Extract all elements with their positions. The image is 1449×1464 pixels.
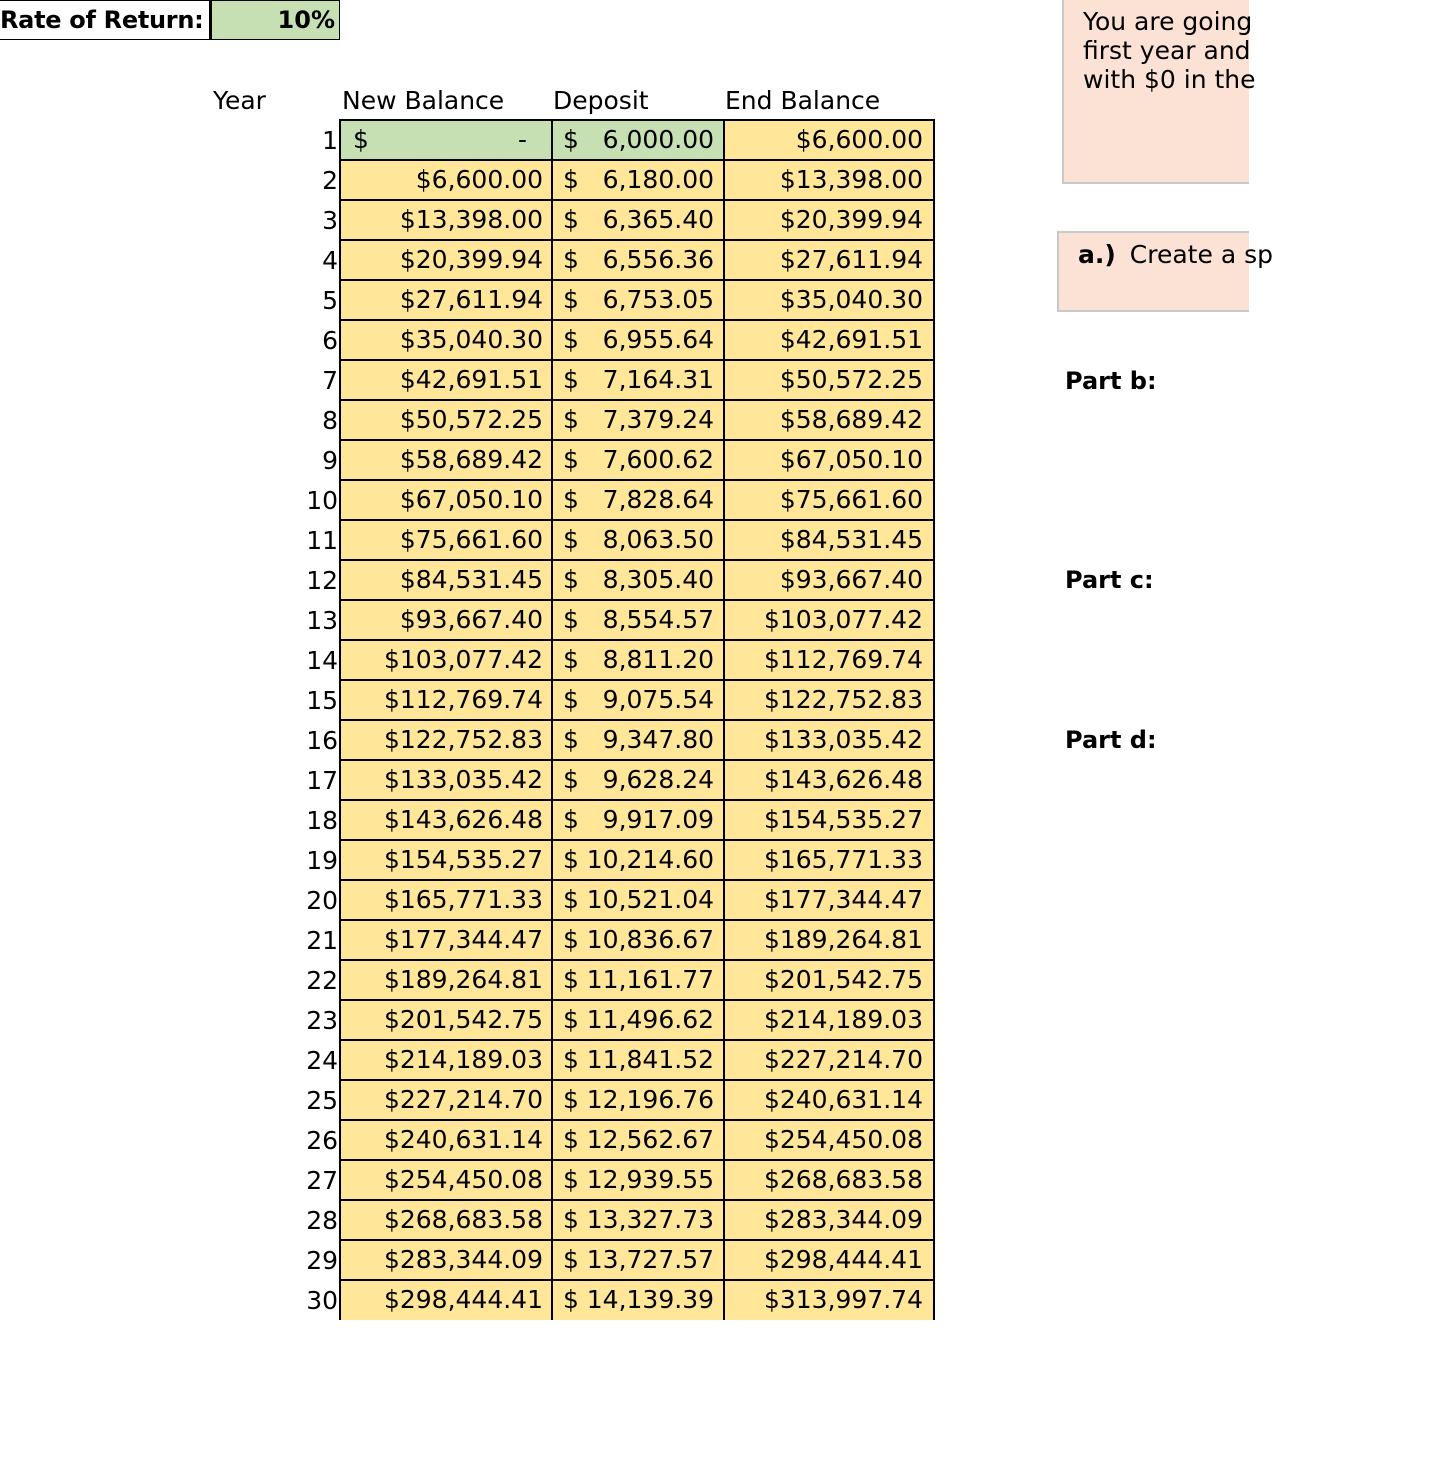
year-cell[interactable]: 21 [306, 926, 338, 955]
table-row [341, 759, 933, 799]
new-balance-cell[interactable] [341, 281, 553, 319]
deposit-cell[interactable] [553, 241, 725, 279]
new-balance-cell[interactable] [341, 441, 553, 479]
currency-symbol: $ [563, 1205, 579, 1234]
deposit-cell[interactable] [553, 641, 725, 679]
new-balance-value: $13,398.00 [399, 205, 543, 234]
deposit-value: 8,554.57 [602, 605, 714, 634]
new-balance-cell[interactable] [341, 681, 553, 719]
year-cell[interactable]: 12 [306, 566, 338, 595]
new-balance-cell[interactable] [341, 561, 553, 599]
end-balance-cell[interactable]: $84,531.45 [779, 525, 923, 554]
year-cell[interactable]: 1 [322, 126, 338, 155]
deposit-value: 8,063.50 [602, 525, 714, 554]
currency-symbol: $ [563, 1125, 579, 1154]
deposit-value: 9,628.24 [602, 765, 714, 794]
end-balance-cell[interactable]: $103,077.42 [763, 605, 923, 634]
new-balance-value: $227,214.70 [383, 1085, 543, 1114]
end-balance-cell[interactable]: $27,611.94 [779, 245, 923, 274]
year-cell[interactable]: 30 [306, 1286, 338, 1315]
new-balance-cell[interactable] [341, 481, 553, 519]
end-balance-cell[interactable]: $35,040.30 [779, 285, 923, 314]
table-row [341, 1279, 933, 1320]
new-balance-value: $50,572.25 [399, 405, 543, 434]
end-balance-cell[interactable]: $254,450.08 [763, 1125, 923, 1154]
currency-symbol: $ [563, 165, 579, 194]
new-balance-cell[interactable] [341, 761, 553, 799]
deposit-cell[interactable] [553, 601, 725, 639]
new-balance-value: $133,035.42 [383, 765, 543, 794]
new-balance-value: $27,611.94 [399, 285, 543, 314]
deposit-value: 7,164.31 [602, 365, 714, 394]
new-balance-value: $42,691.51 [399, 365, 543, 394]
new-balance-value: $84,531.45 [399, 565, 543, 594]
currency-symbol: $ [563, 1245, 579, 1274]
balance-table [339, 119, 935, 1320]
year-cell[interactable]: 3 [322, 206, 338, 235]
year-cell[interactable]: 8 [322, 406, 338, 435]
table-row [341, 119, 933, 159]
deposit-cell[interactable] [553, 161, 725, 199]
instructions-line-3: with $0 in the [1083, 65, 1256, 94]
currency-symbol: $ [563, 805, 579, 834]
table-row [341, 1119, 933, 1159]
year-cell[interactable]: 10 [306, 486, 338, 515]
year-cell[interactable]: 7 [322, 366, 338, 395]
deposit-value: 9,075.54 [602, 685, 714, 714]
header-end-balance[interactable]: End Balance [725, 86, 881, 115]
end-balance-cell[interactable]: $283,344.09 [763, 1205, 923, 1234]
deposit-cell[interactable] [553, 1121, 725, 1159]
new-balance-value: $35,040.30 [399, 325, 543, 354]
new-balance-value: $20,399.94 [399, 245, 543, 274]
deposit-cell[interactable] [553, 401, 725, 439]
year-cell[interactable]: 29 [306, 1246, 338, 1275]
currency-symbol: $ [563, 845, 579, 874]
deposit-value: 12,196.76 [586, 1085, 714, 1114]
new-balance-cell[interactable] [341, 801, 553, 839]
part-a-label: a.) [1078, 240, 1116, 269]
year-cell[interactable]: 6 [322, 326, 338, 355]
part-a-text: Create a sp [1129, 240, 1273, 269]
currency-symbol: $ [563, 565, 579, 594]
table-row [341, 1239, 933, 1279]
year-cell[interactable]: 19 [306, 846, 338, 875]
deposit-cell[interactable] [553, 1041, 725, 1079]
year-cell[interactable]: 14 [306, 646, 338, 675]
deposit-cell[interactable] [553, 361, 725, 399]
header-new-balance[interactable]: New Balance [342, 86, 505, 115]
new-balance-cell[interactable] [341, 361, 553, 399]
table-row [341, 919, 933, 959]
table-row [341, 519, 933, 559]
table-row [341, 559, 933, 599]
new-balance-cell[interactable] [341, 1241, 553, 1279]
currency-symbol: $ [563, 965, 579, 994]
part-d-label[interactable]: Part d: [1065, 726, 1157, 754]
new-balance-value: $112,769.74 [383, 685, 543, 714]
end-balance-cell[interactable]: $143,626.48 [763, 765, 923, 794]
new-balance-cell[interactable] [341, 601, 553, 639]
currency-symbol: $ [563, 245, 579, 274]
currency-symbol: $ [563, 1165, 579, 1194]
new-balance-value: $67,050.10 [399, 485, 543, 514]
new-balance-value: $201,542.75 [383, 1005, 543, 1034]
new-balance-value: $103,077.42 [383, 645, 543, 674]
deposit-cell[interactable] [553, 1241, 725, 1279]
instructions-line-1: You are going [1083, 7, 1253, 36]
table-row [341, 1079, 933, 1119]
currency-symbol: $ [563, 1285, 579, 1314]
currency-symbol: $ [563, 685, 579, 714]
currency-symbol: $ [563, 205, 579, 234]
year-cell[interactable]: 27 [306, 1166, 338, 1195]
table-row [341, 479, 933, 519]
deposit-cell[interactable] [553, 841, 725, 879]
new-balance-value: $240,631.14 [383, 1125, 543, 1154]
currency-symbol: $ [563, 445, 579, 474]
deposit-cell[interactable] [553, 1201, 725, 1239]
table-row [341, 999, 933, 1039]
new-balance-value: $254,450.08 [383, 1165, 543, 1194]
deposit-cell[interactable] [553, 1281, 725, 1320]
end-balance-cell[interactable]: $50,572.25 [779, 365, 923, 394]
deposit-value: 8,811.20 [602, 645, 714, 674]
new-balance-cell[interactable] [341, 721, 553, 759]
deposit-cell[interactable] [553, 121, 725, 159]
year-cell[interactable]: 18 [306, 806, 338, 835]
new-balance-cell[interactable] [341, 1041, 553, 1079]
deposit-value: 14,139.39 [586, 1285, 714, 1314]
rate-of-return-label[interactable]: Rate of Return: [0, 0, 210, 40]
new-balance-value: $143,626.48 [383, 805, 543, 834]
end-balance-cell[interactable]: $313,997.74 [763, 1285, 923, 1314]
year-cell[interactable]: 11 [306, 526, 338, 555]
deposit-cell[interactable] [553, 1081, 725, 1119]
deposit-value: 13,727.57 [586, 1245, 714, 1274]
deposit-value: 6,000.00 [602, 125, 714, 154]
new-balance-cell[interactable] [341, 241, 553, 279]
part-a-textbox[interactable] [1057, 231, 1273, 312]
deposit-cell[interactable] [553, 761, 725, 799]
end-balance-cell[interactable]: $189,264.81 [763, 925, 923, 954]
year-cell[interactable]: 26 [306, 1126, 338, 1155]
table-row [341, 319, 933, 359]
currency-symbol: $ [563, 1085, 579, 1114]
new-balance-cell[interactable] [341, 1081, 553, 1119]
deposit-cell[interactable] [553, 801, 725, 839]
deposit-value: 10,836.67 [586, 925, 714, 954]
table-row [341, 879, 933, 919]
currency-symbol: $ [563, 605, 579, 634]
new-balance-cell[interactable] [341, 841, 553, 879]
new-balance-value: $93,667.40 [399, 605, 543, 634]
end-balance-cell[interactable]: $227,214.70 [763, 1045, 923, 1074]
year-cell[interactable]: 9 [322, 446, 338, 475]
end-balance-cell[interactable]: $240,631.14 [763, 1085, 923, 1114]
deposit-value: 6,180.00 [602, 165, 714, 194]
end-balance-cell[interactable]: $58,689.42 [779, 405, 923, 434]
part-b-label[interactable]: Part b: [1065, 367, 1157, 395]
table-row [341, 679, 933, 719]
currency-symbol: $ [563, 125, 579, 154]
instructions-textbox[interactable] [1062, 0, 1256, 184]
table-row [341, 239, 933, 279]
new-balance-cell[interactable] [341, 321, 553, 359]
new-balance-cell[interactable] [341, 401, 553, 439]
deposit-cell[interactable] [553, 561, 725, 599]
deposit-cell[interactable] [553, 481, 725, 519]
table-row [341, 639, 933, 679]
end-balance-cell[interactable]: $177,344.47 [763, 885, 923, 914]
year-cell[interactable]: 16 [306, 726, 338, 755]
table-row [341, 599, 933, 639]
new-balance-cell[interactable] [341, 921, 553, 959]
deposit-value: 11,841.52 [586, 1045, 714, 1074]
end-balance-cell[interactable]: $268,683.58 [763, 1165, 923, 1194]
new-balance-cell[interactable] [341, 521, 553, 559]
currency-symbol: $ [563, 325, 579, 354]
deposit-cell[interactable] [553, 201, 725, 239]
end-balance-cell[interactable]: $165,771.33 [763, 845, 923, 874]
year-cell[interactable]: 22 [306, 966, 338, 995]
year-column [300, 120, 340, 1320]
end-balance-cell[interactable]: $67,050.10 [779, 445, 923, 474]
table-row [341, 799, 933, 839]
end-balance-cell[interactable]: $133,035.42 [763, 725, 923, 754]
deposit-cell[interactable] [553, 281, 725, 319]
table-row [341, 399, 933, 439]
deposit-value: 10,214.60 [586, 845, 714, 874]
new-balance-value: $214,189.03 [383, 1045, 543, 1074]
deposit-value: 6,955.64 [602, 325, 714, 354]
deposit-value: 8,305.40 [602, 565, 714, 594]
new-balance-value: $298,444.41 [383, 1285, 543, 1314]
header-deposit[interactable]: Deposit [553, 86, 649, 115]
new-balance-cell[interactable] [341, 1161, 553, 1199]
table-row [341, 199, 933, 239]
currency-symbol: $ [563, 1045, 579, 1074]
year-cell[interactable]: 20 [306, 886, 338, 915]
deposit-cell[interactable] [553, 1161, 725, 1199]
currency-symbol: $ [563, 925, 579, 954]
end-balance-cell[interactable]: $154,535.27 [763, 805, 923, 834]
year-cell[interactable]: 13 [306, 606, 338, 635]
deposit-cell[interactable] [553, 921, 725, 959]
end-balance-cell[interactable]: $42,691.51 [779, 325, 923, 354]
year-cell[interactable]: 4 [322, 246, 338, 275]
table-row [341, 359, 933, 399]
new-balance-value: $58,689.42 [399, 445, 543, 474]
rate-of-return-cell[interactable]: 10% [210, 0, 340, 40]
currency-symbol: $ [563, 1005, 579, 1034]
part-c-label[interactable]: Part c: [1065, 566, 1154, 594]
deposit-value: 13,327.73 [586, 1205, 714, 1234]
currency-symbol: $ [563, 765, 579, 794]
deposit-value: 12,562.67 [586, 1125, 714, 1154]
table-row [341, 1039, 933, 1079]
currency-symbol: $ [563, 485, 579, 514]
deposit-value: 6,556.36 [602, 245, 714, 274]
new-balance-value: $122,752.83 [383, 725, 543, 754]
end-balance-cell[interactable]: $298,444.41 [763, 1245, 923, 1274]
currency-symbol: $ [563, 645, 579, 674]
new-balance-cell[interactable] [341, 1201, 553, 1239]
deposit-value: 10,521.04 [586, 885, 714, 914]
table-row [341, 1159, 933, 1199]
end-balance-cell[interactable]: $201,542.75 [763, 965, 923, 994]
new-balance-value: - [517, 125, 527, 154]
instructions-line-2: first year and [1083, 36, 1251, 65]
new-balance-cell[interactable] [341, 1121, 553, 1159]
deposit-cell[interactable] [553, 681, 725, 719]
currency-symbol: $ [563, 525, 579, 554]
new-balance-value: $154,535.27 [383, 845, 543, 874]
currency-symbol: $ [563, 885, 579, 914]
currency-symbol: $ [353, 125, 369, 154]
deposit-value: 12,939.55 [586, 1165, 714, 1194]
new-balance-cell[interactable] [341, 201, 553, 239]
new-balance-value: $6,600.00 [415, 165, 543, 194]
end-balance-cell[interactable]: $6,600.00 [795, 125, 923, 154]
deposit-value: 9,917.09 [602, 805, 714, 834]
year-cell[interactable]: 24 [306, 1046, 338, 1075]
year-cell[interactable]: 17 [306, 766, 338, 795]
table-row [341, 439, 933, 479]
new-balance-value: $189,264.81 [383, 965, 543, 994]
header-year[interactable]: Year [213, 86, 266, 115]
year-cell[interactable]: 5 [322, 286, 338, 315]
deposit-value: 7,379.24 [602, 405, 714, 434]
table-row [341, 719, 933, 759]
new-balance-value: $283,344.09 [383, 1245, 543, 1274]
year-cell[interactable]: 25 [306, 1086, 338, 1115]
deposit-cell[interactable] [553, 1001, 725, 1039]
currency-symbol: $ [563, 725, 579, 754]
deposit-cell[interactable] [553, 521, 725, 559]
end-balance-cell[interactable]: $93,667.40 [779, 565, 923, 594]
currency-symbol: $ [563, 405, 579, 434]
new-balance-cell[interactable] [341, 1281, 553, 1320]
year-cell[interactable]: 15 [306, 686, 338, 715]
table-row [341, 159, 933, 199]
end-balance-cell[interactable]: $75,661.60 [779, 485, 923, 514]
deposit-value: 11,161.77 [586, 965, 714, 994]
table-row [341, 1199, 933, 1239]
end-balance-cell[interactable]: $112,769.74 [763, 645, 923, 674]
deposit-cell[interactable] [553, 721, 725, 759]
deposit-value: 6,365.40 [602, 205, 714, 234]
deposit-value: 7,828.64 [602, 485, 714, 514]
end-balance-cell[interactable]: $214,189.03 [763, 1005, 923, 1034]
new-balance-cell[interactable] [341, 1001, 553, 1039]
new-balance-value: $165,771.33 [383, 885, 543, 914]
currency-symbol: $ [563, 285, 579, 314]
deposit-cell[interactable] [553, 961, 725, 999]
new-balance-value: $75,661.60 [399, 525, 543, 554]
deposit-value: 6,753.05 [602, 285, 714, 314]
table-row [341, 959, 933, 999]
year-cell[interactable]: 28 [306, 1206, 338, 1235]
deposit-value: 7,600.62 [602, 445, 714, 474]
end-balance-cell[interactable]: $122,752.83 [763, 685, 923, 714]
deposit-value: 9,347.80 [602, 725, 714, 754]
new-balance-cell[interactable] [341, 161, 553, 199]
year-cell[interactable]: 2 [322, 166, 338, 195]
table-row [341, 279, 933, 319]
new-balance-cell[interactable] [341, 121, 553, 159]
currency-symbol: $ [563, 365, 579, 394]
end-balance-cell[interactable]: $13,398.00 [779, 165, 923, 194]
new-balance-cell[interactable] [341, 881, 553, 919]
year-cell[interactable]: 23 [306, 1006, 338, 1035]
new-balance-value: $268,683.58 [383, 1205, 543, 1234]
deposit-cell[interactable] [553, 441, 725, 479]
deposit-value: 11,496.62 [586, 1005, 714, 1034]
new-balance-cell[interactable] [341, 961, 553, 999]
deposit-cell[interactable] [553, 881, 725, 919]
new-balance-cell[interactable] [341, 641, 553, 679]
table-row [341, 839, 933, 879]
end-balance-cell[interactable]: $20,399.94 [779, 205, 923, 234]
new-balance-value: $177,344.47 [383, 925, 543, 954]
deposit-cell[interactable] [553, 321, 725, 359]
